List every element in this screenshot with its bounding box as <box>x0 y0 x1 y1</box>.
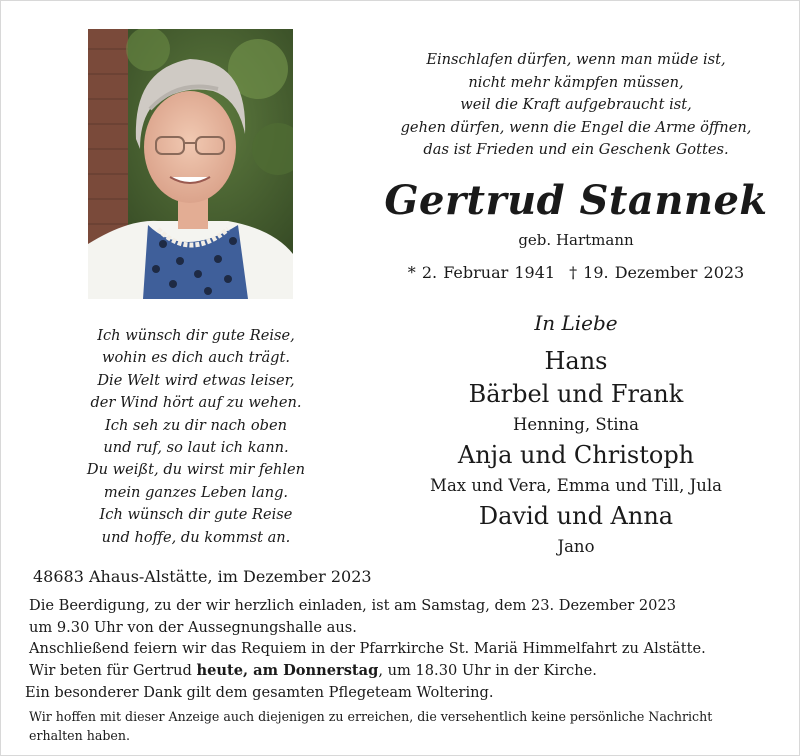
info-line: Anschließend feiern wir das Requiem in der Pfarrkirche St. Mariä Himmelfahrt zu Alstätte. <box>29 640 706 657</box>
poem-left-line: Ich seh zu dir nach oben <box>105 416 287 434</box>
thanks-line: Ein besonderer Dank gilt dem gesamten Pflegeteam Woltering. <box>25 684 494 701</box>
deceased-name: Gertrud Stannek <box>384 177 768 224</box>
info-text: Wir beten für Gertrud <box>29 661 197 679</box>
death-date: † 19. Dezember 2023 <box>569 263 745 282</box>
family-member-line: Hans <box>544 347 608 375</box>
poem-top-line: gehen dürfen, wenn die Engel die Arme öffnen, <box>400 118 752 136</box>
poem-left-line: und ruf, so laut ich kann. <box>103 439 289 457</box>
poem-left-line: mein ganzes Leben lang. <box>103 483 289 501</box>
poem-left-line: Ich wünsch dir gute Reise <box>99 506 293 524</box>
poem-top-line: Einschlafen dürfen, wenn man müde ist, <box>426 51 726 68</box>
info-line: Die Beerdigung, zu der wir herzlich einladen, ist am Samstag, dem 23. Dezember 2023 <box>29 597 677 614</box>
closing-note: Wir hoffen mit dieser Anzeige auch diejenigen zu erreichen, die versehentlich keine persönliche Nachricht erhalten haben. <box>29 709 713 743</box>
info-line <box>29 660 789 682</box>
maiden-name: geb. Hartmann <box>518 231 634 249</box>
funeral-info <box>29 595 789 681</box>
info-text: , um 18.30 Uhr in der Kirche. <box>378 661 597 679</box>
poem-top-line: weil die Kraft aufgebraucht ist, <box>460 96 692 114</box>
poem-left-line: Die Welt wird etwas leiser, <box>97 371 295 389</box>
family-member-line: Henning, Stina <box>512 415 640 434</box>
portrait-photo <box>88 29 293 299</box>
place-date: 48683 Ahaus-Alstätte, im Dezember 2023 <box>33 567 372 586</box>
family-member-line: Bärbel und Frank <box>468 380 684 408</box>
life-dates <box>391 263 761 282</box>
poem-left-line: Du weißt, du wirst mir fehlen <box>86 461 306 479</box>
poem-top-line: nicht mehr kämpfen müssen, <box>468 73 684 91</box>
info-highlight: heute, am Donnerstag <box>196 661 379 679</box>
family-member-line: Jano <box>557 537 595 556</box>
poem-top-line: das ist Frieden und ein Geschenk Gottes. <box>423 141 729 159</box>
family-list <box>381 345 771 561</box>
poem-top <box>391 49 761 162</box>
family-member-line: David und Anna <box>478 502 674 530</box>
birth-date: * 2. Februar 1941 <box>407 263 556 282</box>
family-intro: In Liebe <box>534 311 618 335</box>
poem-left <box>51 325 341 549</box>
poem-left-line: und hoffe, du kommst an. <box>101 528 291 546</box>
family-member-line: Anja und Christoph <box>457 441 695 469</box>
poem-left-line: der Wind hört auf zu wehen. <box>90 394 302 412</box>
poem-left-line: Ich wünsch dir gute Reise, <box>97 327 295 344</box>
poem-left-line: wohin es dich auch trägt. <box>101 349 291 367</box>
family-member-line: Max und Vera, Emma und Till, Jula <box>430 476 722 495</box>
info-line: um 9.30 Uhr von der Aussegnungshalle aus. <box>29 618 357 636</box>
